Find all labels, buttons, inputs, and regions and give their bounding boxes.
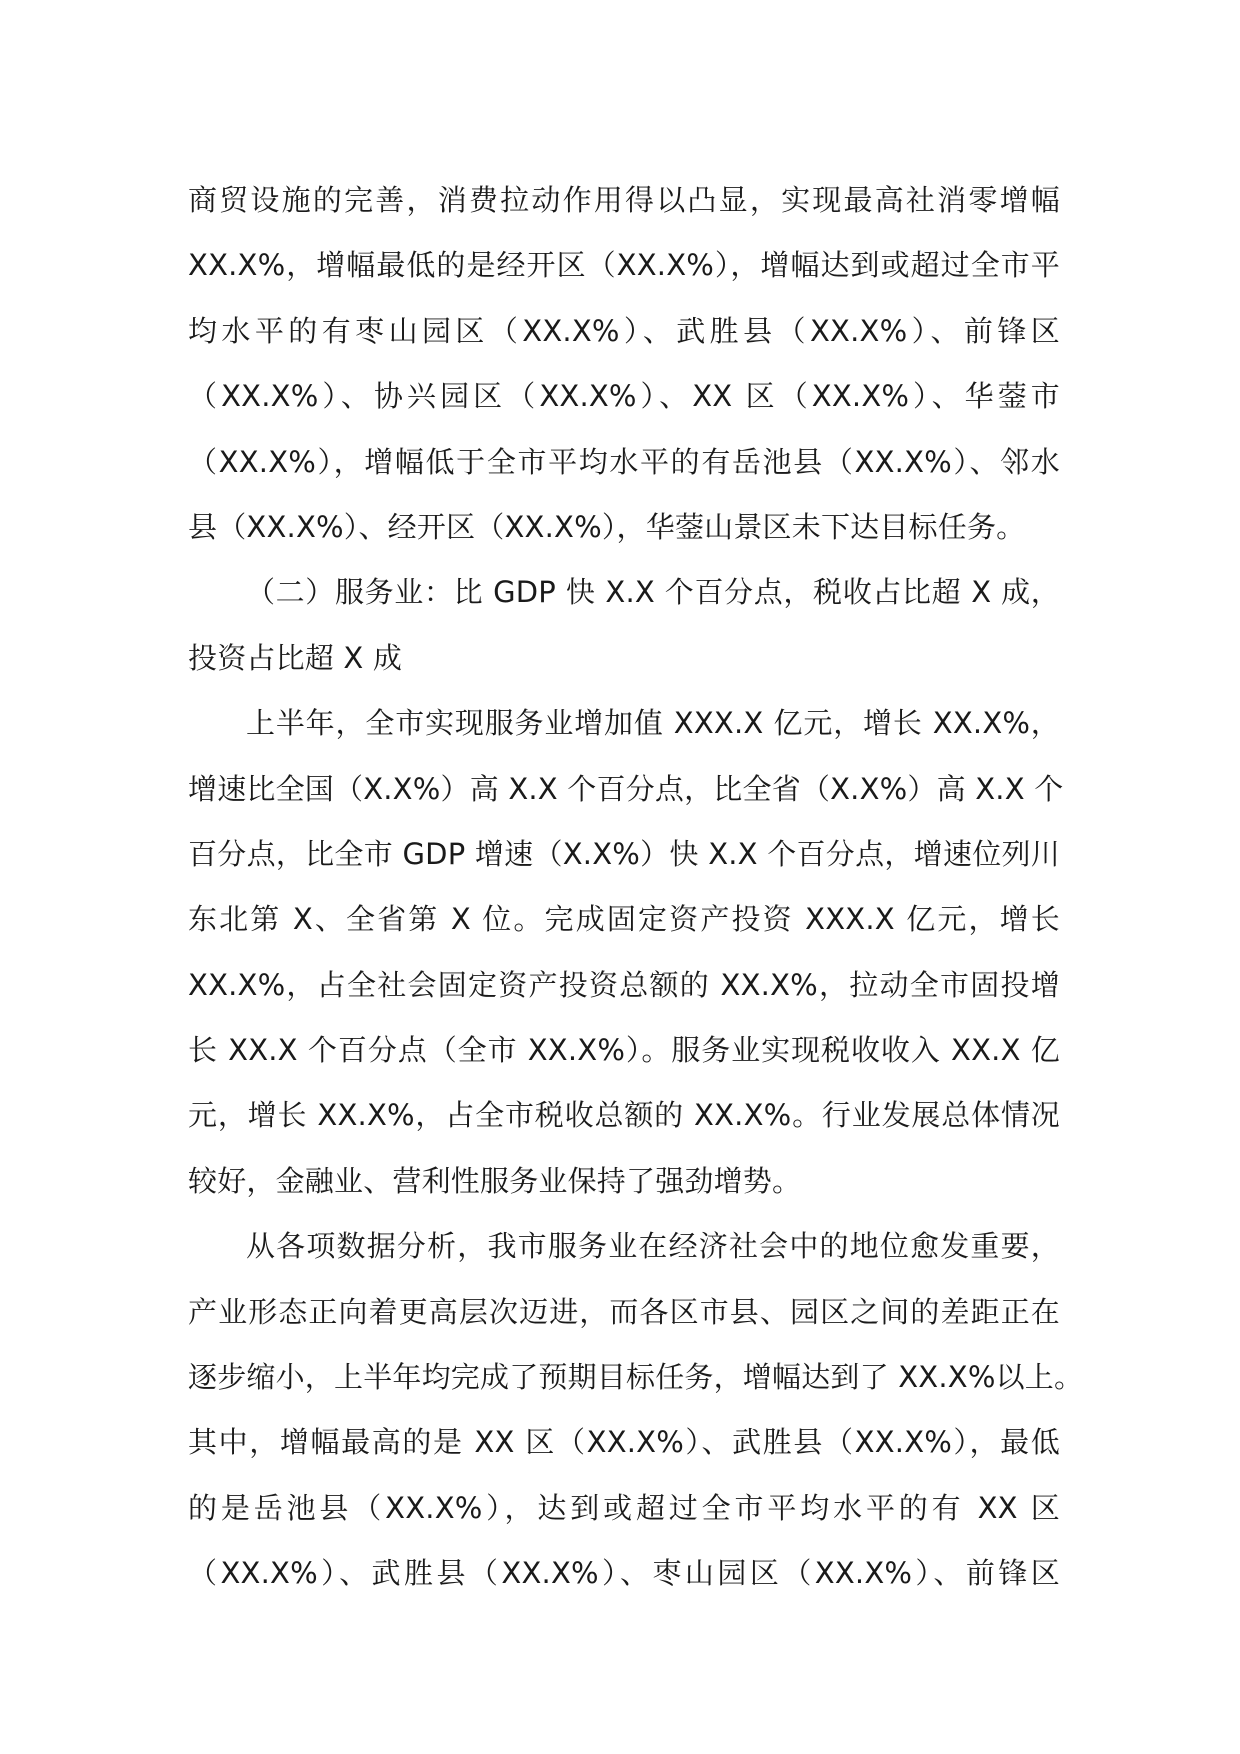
text-line: 均水平的有枣山园区（XX.X%）、武胜县（XX.X%）、前锋区 bbox=[188, 313, 1060, 348]
document-body bbox=[188, 168, 1084, 1607]
text-line: 其中，增幅最高的是 XX 区（XX.X%）、武胜县（XX.X%），最低 bbox=[188, 1425, 1060, 1460]
text-line: 增速比全国（X.X%）高 X.X 个百分点，比全省（X.X%）高 X.X 个 bbox=[188, 771, 1064, 806]
text-line: （XX.X%）、协兴园区（XX.X%）、XX 区（XX.X%）、华蓥市 bbox=[188, 379, 1060, 414]
text-line: 逐步缩小，上半年均完成了预期目标任务，增幅达到了 XX.X%以上。 bbox=[188, 1360, 1084, 1395]
text-line: （XX.X%），增幅低于全市平均水平的有岳池县（XX.X%）、邻水 bbox=[188, 444, 1060, 479]
text-line: XX.X%，增幅最低的是经开区（XX.X%），增幅达到或超过全市平 bbox=[188, 248, 1060, 283]
text-line: （XX.X%）、武胜县（XX.X%）、枣山园区（XX.X%）、前锋区 bbox=[188, 1556, 1060, 1591]
text-line: 县（XX.X%）、经开区（XX.X%），华蓥山景区未下达目标任务。 bbox=[188, 509, 1026, 544]
text-line: 百分点，比全市 GDP 增速（X.X%）快 X.X 个百分点，增速位列川 bbox=[188, 836, 1060, 871]
text-line: 长 XX.X 个百分点（全市 XX.X%）。服务业实现税收收入 XX.X 亿 bbox=[188, 1033, 1060, 1068]
text-line: 上半年，全市实现服务业增加值 XXX.X 亿元，增长 XX.X%， bbox=[246, 706, 1060, 741]
text-line: 的是岳池县（XX.X%），达到或超过全市平均水平的有 XX 区 bbox=[188, 1490, 1060, 1525]
section-heading-line: （二）服务业：比 GDP 快 X.X 个百分点，税收占比超 X 成， bbox=[246, 575, 1060, 610]
text-line: 商贸设施的完善，消费拉动作用得以凸显，实现最高社消零增幅 bbox=[188, 183, 1060, 217]
text-line: XX.X%，占全社会固定资产投资总额的 XX.X%，拉动全市固投增 bbox=[188, 967, 1060, 1002]
text-line: 东北第 X、全省第 X 位。完成固定资产投资 XXX.X 亿元，增长 bbox=[188, 902, 1060, 937]
section-heading-line: 投资占比超 X 成 bbox=[188, 640, 403, 675]
text-line: 较好，金融业、营利性服务业保持了强劲增势。 bbox=[188, 1163, 802, 1198]
text-line: 元，增长 XX.X%，占全市税收总额的 XX.X%。行业发展总体情况 bbox=[188, 1098, 1060, 1133]
text-line: 从各项数据分析，我市服务业在经济社会中的地位愈发重要， bbox=[246, 1229, 1060, 1264]
text-line: 产业形态正向着更高层次迈进，而各区市县、园区之间的差距正在 bbox=[188, 1294, 1060, 1329]
